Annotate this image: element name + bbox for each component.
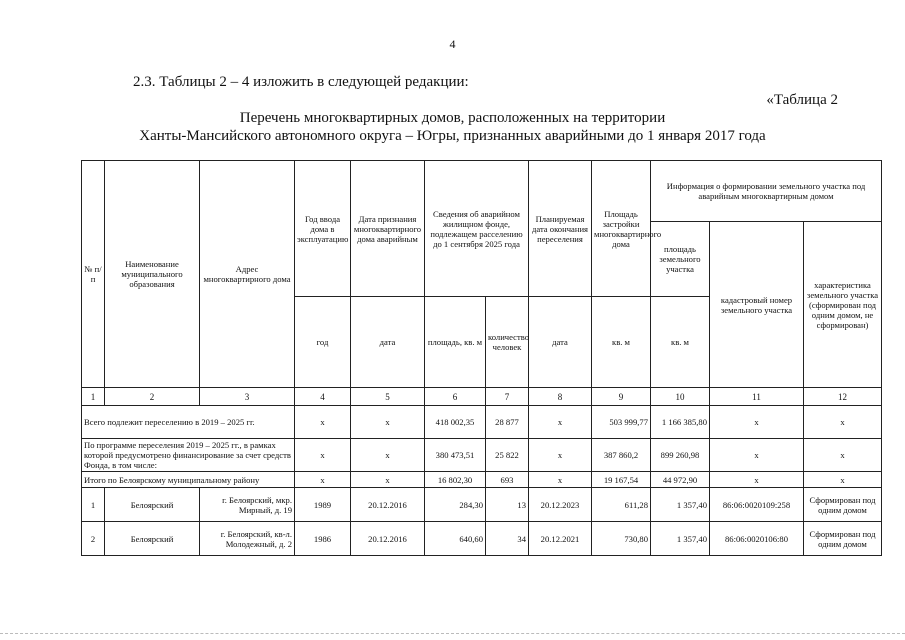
- row-address: г. Белоярский, кв-л. Молодежный, д. 2: [200, 522, 295, 556]
- table-label: «Таблица 2: [766, 92, 838, 108]
- column-number: 7: [486, 388, 529, 406]
- unit-year: год: [295, 297, 351, 388]
- column-number: 1: [82, 388, 105, 406]
- summary-cell: 503 999,77: [592, 406, 651, 439]
- unit-sqm: кв. м: [592, 297, 651, 388]
- summary-cell: 899 260,98: [651, 439, 710, 472]
- column-number: 6: [425, 388, 486, 406]
- column-number: 9: [592, 388, 651, 406]
- emergency-housing-table: [81, 160, 882, 556]
- summary-cell: x: [710, 406, 804, 439]
- row-cadastral: 86:06:0020109:258: [710, 488, 804, 522]
- summary-cell: 19 167,54: [592, 472, 651, 488]
- header-year: Год ввода дома в эксплуатацию: [295, 161, 351, 297]
- row-character: Сформирован под одним домом: [804, 522, 882, 556]
- summary-row-program: [82, 439, 882, 472]
- header-cadastral: кадастровый номер земельного участка: [710, 222, 804, 388]
- row-land-area: 1 357,40: [651, 488, 710, 522]
- summary-cell: x: [529, 472, 592, 488]
- summary-cell: x: [529, 439, 592, 472]
- summary-cell: 387 860,2: [592, 439, 651, 472]
- summary-cell: 380 473,51: [425, 439, 486, 472]
- header-housing-info: Сведения об аварийном жилищном фонде, подлежащем расселению до 1 сентября 2025 года: [425, 161, 529, 297]
- summary-row-district: [82, 472, 882, 488]
- summary-cell: 44 972,90: [651, 472, 710, 488]
- title-line-2: Ханты-Мансийского автономного округа – Югры, признанных аварийными до 1 января 2017 года: [139, 128, 766, 144]
- header-land-character: характеристика земельного участка (сформирован под одним домом, не сформирован): [804, 222, 882, 388]
- summary-cell: x: [295, 406, 351, 439]
- unit-people: количество человек: [486, 297, 529, 388]
- header-address: Адрес многоквартирного дома: [200, 161, 295, 388]
- row-num: 1: [82, 488, 105, 522]
- row-land-area: 1 357,40: [651, 522, 710, 556]
- row-cadastral: 86:06:0020106:80: [710, 522, 804, 556]
- summary-cell: 418 002,35: [425, 406, 486, 439]
- page-number: 4: [449, 37, 456, 51]
- row-built-area: 611,28: [592, 488, 651, 522]
- row-num: 2: [82, 522, 105, 556]
- row-date-emergency: 20.12.2016: [351, 488, 425, 522]
- column-number: 11: [710, 388, 804, 406]
- header-planned-end: Планируемая дата окончания переселения: [529, 161, 592, 297]
- summary-cell: x: [295, 472, 351, 488]
- summary-cell: x: [804, 439, 882, 472]
- unit-area: площадь, кв. м: [425, 297, 486, 388]
- header-num: № п/п: [82, 161, 105, 388]
- row-address: г. Белоярский, мкр. Мирный, д. 19: [200, 488, 295, 522]
- unit-sqm-2: кв. м: [651, 297, 710, 388]
- title-line-1: Перечень многоквартирных домов, расположенных на территории: [239, 110, 666, 126]
- section-heading: 2.3. Таблицы 2 – 4 изложить в следующей редакции:: [133, 74, 469, 90]
- header-date-emergency: Дата признания многоквартирного дома аварийным: [351, 161, 425, 297]
- summary-cell: x: [295, 439, 351, 472]
- column-number: 2: [105, 388, 200, 406]
- unit-date-2: дата: [529, 297, 592, 388]
- row-built-area: 730,80: [592, 522, 651, 556]
- summary-cell: x: [804, 472, 882, 488]
- row-people: 34: [486, 522, 529, 556]
- column-number: 10: [651, 388, 710, 406]
- summary-cell: 25 822: [486, 439, 529, 472]
- row-municipality: Белоярский: [105, 522, 200, 556]
- header-built-area: Площадь застройки многоквартирного дома: [592, 161, 651, 297]
- summary-row-total: [82, 406, 882, 439]
- row-year: 1986: [295, 522, 351, 556]
- summary-cell: 1 166 385,80: [651, 406, 710, 439]
- header-municipality: Наименование муниципального образования: [105, 161, 200, 388]
- summary-cell: 28 877: [486, 406, 529, 439]
- row-municipality: Белоярский: [105, 488, 200, 522]
- column-number: 4: [295, 388, 351, 406]
- row-character: Сформирован под одним домом: [804, 488, 882, 522]
- row-people: 13: [486, 488, 529, 522]
- summary-label: Всего подлежит переселению в 2019 – 2025 гг.: [82, 406, 295, 439]
- page-bottom-rule: [0, 633, 905, 634]
- column-number: 5: [351, 388, 425, 406]
- header-land-info: Информация о формировании земельного участка под аварийным многоквартирным домом: [651, 161, 882, 222]
- summary-label: По программе переселения 2019 – 2025 гг., в рамках которой предусмотрено финансирование за счет средств Фонда, в том числе:: [82, 439, 295, 472]
- row-planned-end: 20.12.2023: [529, 488, 592, 522]
- row-area: 284,30: [425, 488, 486, 522]
- summary-cell: x: [804, 406, 882, 439]
- column-number: 8: [529, 388, 592, 406]
- summary-cell: 693: [486, 472, 529, 488]
- summary-cell: x: [710, 439, 804, 472]
- row-date-emergency: 20.12.2016: [351, 522, 425, 556]
- row-planned-end: 20.12.2021: [529, 522, 592, 556]
- summary-cell: x: [710, 472, 804, 488]
- summary-cell: x: [529, 406, 592, 439]
- row-area: 640,60: [425, 522, 486, 556]
- column-number: 12: [804, 388, 882, 406]
- document-title: [0, 109, 905, 145]
- summary-cell: x: [351, 439, 425, 472]
- unit-date: дата: [351, 297, 425, 388]
- summary-cell: 16 802,30: [425, 472, 486, 488]
- summary-cell: x: [351, 472, 425, 488]
- summary-cell: x: [351, 406, 425, 439]
- column-number-row: [82, 388, 882, 406]
- summary-label: Итого по Белоярскому муниципальному району: [82, 472, 295, 488]
- column-number: 3: [200, 388, 295, 406]
- row-year: 1989: [295, 488, 351, 522]
- table-row: [82, 522, 882, 556]
- table-row: [82, 488, 882, 522]
- header-row-1: [82, 161, 882, 222]
- header-land-area: площадь земельного участка: [651, 222, 710, 297]
